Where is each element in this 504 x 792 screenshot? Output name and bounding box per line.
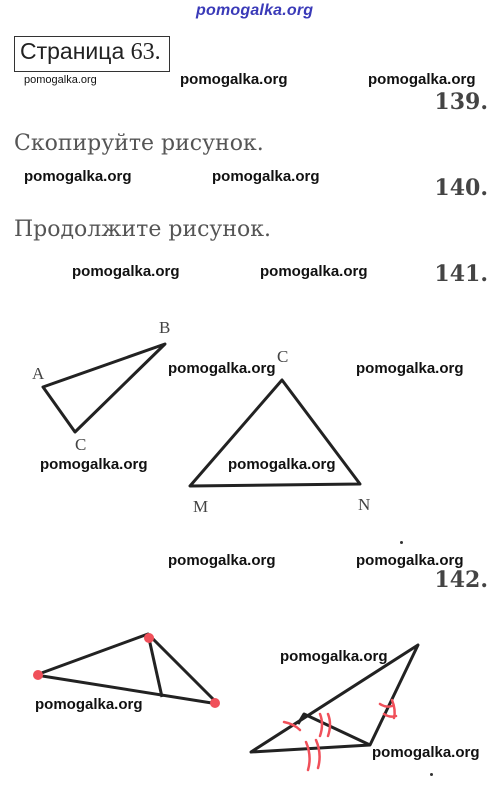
- task-number-139: 139.: [434, 89, 488, 115]
- watermark: pomogalka.org: [260, 263, 368, 280]
- page-number: 63.: [130, 39, 161, 65]
- median-line: [148, 634, 162, 697]
- vertex-label-a: A: [32, 364, 45, 383]
- vertex-label-c: C: [277, 347, 289, 366]
- watermark: pomogalka.org: [356, 360, 464, 377]
- red-point: [144, 633, 154, 643]
- site-header[interactable]: pomogalka.org: [196, 2, 314, 19]
- watermark: pomogalka.org: [180, 71, 288, 88]
- stray-dot: [400, 541, 403, 544]
- watermark: pomogalka.org: [372, 744, 480, 761]
- page-title-word: Страница: [20, 38, 125, 64]
- triangle-with-median: [36, 634, 218, 704]
- watermark: pomogalka.org: [228, 456, 336, 473]
- task-number-142: 142.: [434, 567, 488, 593]
- watermark: pomogalka.org: [72, 263, 180, 280]
- task-140-instruction: Скопируйте рисунок.: [14, 131, 264, 156]
- triangle-abc: [43, 344, 165, 432]
- watermark: pomogalka.org: [212, 168, 320, 185]
- watermark: pomogalka.org: [168, 552, 276, 569]
- watermark: pomogalka.org: [24, 74, 97, 86]
- vertex-label-n: N: [358, 495, 371, 514]
- task-number-140: 140.: [434, 175, 488, 201]
- red-point: [33, 670, 43, 680]
- watermark: pomogalka.org: [368, 71, 476, 88]
- red-point: [210, 698, 220, 708]
- watermark: pomogalka.org: [280, 648, 388, 665]
- task-141-instruction: Продолжите рисунок.: [14, 217, 272, 242]
- stray-dot: [430, 773, 433, 776]
- vertex-label-m: M: [193, 497, 209, 516]
- vertex-label-c: C: [75, 435, 87, 454]
- watermark: pomogalka.org: [24, 168, 132, 185]
- inner-segments: [298, 714, 370, 745]
- watermark: pomogalka.org: [35, 696, 143, 713]
- watermark: pomogalka.org: [40, 456, 148, 473]
- watermark: pomogalka.org: [356, 552, 464, 569]
- task-number-141: 141.: [434, 261, 488, 287]
- watermark: pomogalka.org: [168, 360, 276, 377]
- vertex-label-b: B: [159, 318, 171, 337]
